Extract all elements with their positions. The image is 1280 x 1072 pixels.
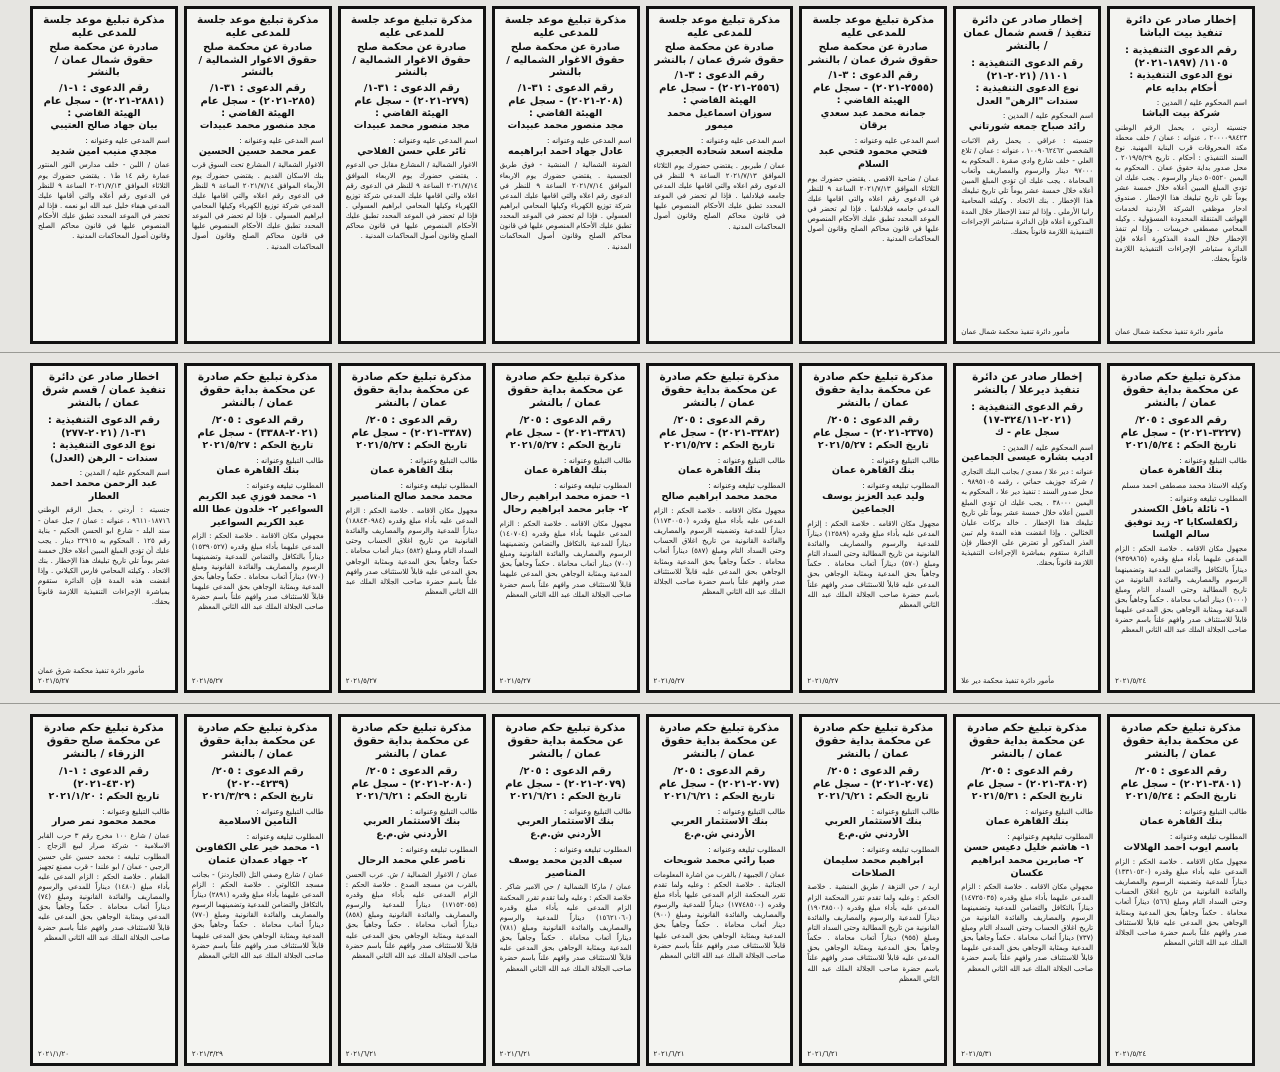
notice-title: مذكرة تبليغ حكم صادرة عن محكمة صلح حقوق الزرقاء / بالنشر [43,722,164,761]
notice-body: جنسيته : عراقي . يحمل رقم الاثبات الشخصي ١٠٠٩٠٦٢٤٦٢ ، عنوانه : عمان / تلاع العلي - خلف شارع وادي صقرة . المحكوم به ٩٧٠٠٠ دينار والرسوم والمصاريف وأتعاب المحاماة . يجب عليك ان تؤدي المبلغ المبين أعلاه خلال خمسة عشر يوماً تلي تاريخ تبليغك هذا الإخطار . بنك الاتحاد . وكيلته المحامية رانيا الأرملي . وإذا لم تنفذ الإخطار خلال المدة المذكورة أعلاه فإن الدائرة ستباشر الإجراءات التنفيذية اللازمة قانوناً بحقك. [961,136,1094,236]
party-name: بنك القاهرة عمان [1139,465,1223,477]
legal-notice [184,714,332,1066]
party-name: صبا رائي محمد شويحات [663,854,776,866]
party-label: اسم المدعى عليه وعنوانه : [854,136,940,146]
notice-body: الاغوار الشمالية / المشارع تحت السوق قرب بنك الاسكان القديم . يقتضي حضورك يوم الأربعاء الموافق ٢٠٢١/٧/١٤ الساعة ٩ للنظر في الدعوى رقم اعلاه والتي اقامها عليك المدعي شركة توزيع الكهرباء وكيلها المحامي ابراهيم العسولي . فإذا لم تحضر في الموعد المحدد تطبق عليك الأحكام المنصوص عليها في قانون محاكم الصلح وقانون أصول المحاكمات المدنية . [191,161,324,251]
notice-case-number: رقم الدعوى : ٢٠٥/ (٤٢٣٩-٢٠٢٠) [211,766,304,791]
notice-date: نوع الدعوى التنفيذية : أحكام بدايه عام [1129,70,1233,94]
notice-case-number: رقم الدعوى : ٢٠٥/ (٢٠٧٧-٢٠٢١) - سجل عام [659,766,780,791]
party-label: طالب التبليغ وعنوانه : [102,806,170,816]
notice-footer: ٢٠٢١/٥/٢٤ [1115,1049,1147,1058]
party-label: طالب التبليغ وعنوانه : [717,455,786,465]
party-label: وكيله الاستاذ محمد مصطفى احمد مسلم [1121,481,1247,491]
notice-body: عمان / الجبيهة / بالقرب من اشارة المعلومات الجنائية . خلاصة الحكم : وعليه ولما تقدم تقرر المحكمة الزام المدعى عليها بأداء مبلغ وقدره (١٧٧٤٨٥٠٠) ديناراً للمدعية والرسوم والمصاريف والفائدة القانونية ومبلغ (٩٠٠) دينار أتعاب محاماة . حكماً وجاهياً بحق المدعية وبمثابة الوجاهي بحق المدعى عليها قابلاً للاستئناف صدر وافهم علناً باسم حضرة صاحب الجلالة الملك عبد الله الثاني المعظم [653,870,786,960]
notice-date: الهيئة القاضي : [221,107,295,119]
notice-date: الهيئة القاضي : [836,95,910,107]
party-name: عبد الرحمن محمد احمد العطار [50,477,158,502]
party-name: ١- نائلة بافل الكسندر زلكفلسكايا ٢- زيد توفيق سالم الهلسا [1124,503,1238,541]
notice-court: صادرة عن محكمة صلح حقوق شمال عمان / بالنشر [49,42,159,79]
notice-title: مذكرة تبليغ حكم صادرة عن محكمة بداية حقوق عمان / بالنشر [197,722,318,761]
party-label: المطلوب تبليغه وعنوانه : [400,481,478,491]
notice-title: مذكرة تبليغ حكم صادرة عن محكمة بداية حقوق عمان / بالنشر [197,371,318,410]
notice-date: نوع الدعوى التنفيذية : سندات "الرهن" العدل [975,83,1079,107]
notice-title: مذكرة تبليغ حكم صادرة عن محكمة بداية حقوق عمان / بالنشر [1121,722,1242,761]
party-label: اسم المحكوم عليه / المدين : [1156,97,1247,107]
party-label: المطلوب تبليغه وعنوانه : [246,832,324,842]
legal-notice [646,714,794,1066]
party-label: المطلوب تبليغه وعنوانه : [862,845,940,855]
notice-title: إخطار صادر عن دائرة تنفيذ ديرعلا / بالنشر [972,371,1083,397]
notice-case-number: رقم الدعوى : ١-١/ (٤٣٠٢-٢٠٢١) [59,766,149,791]
party-label: المطلوب تبليغهم وعنوانهم : [1007,832,1094,842]
party-label: المطلوب تبليغه وعنوانه : [554,481,632,491]
party-name: محمد محمد ابراهيم صالح [661,491,778,503]
notice-date: تاريخ الحكم : ٢٠٢١/٥/٣١ [971,791,1083,803]
notice-court: صادرة عن محكمة صلح حقوق الاغوار الشمالية / بالنشر [352,42,471,79]
party-label: المطلوب تبليغه وعنوانه : [708,845,786,855]
party-name: ١- حمزه محمد ابراهيم رحال ٢- جابر محمد ابراهيم رحال [500,491,631,515]
notice-title: مذكرة تبليغ حكم صادرة عن محكمة بداية حقوق عمان / بالنشر [813,371,934,410]
notice-date: تاريخ الحكم : ٢٠٢١/١/٢٠ [48,791,160,803]
notice-date: تاريخ الحكم : ٢٠٢١/٥/٢٧ [356,440,468,452]
party-name: بنك القاهرة عمان [985,816,1069,828]
notice-date: الهيئة القاضي : [375,107,449,119]
notice-case-number: رقم الدعوى : ٢٠٥/ (٣٨٠٢-٢٠٢١) - سجل عام [966,766,1088,791]
notice-footer: ٢٠٢١/٣/٢٩ [191,1049,223,1058]
notice-case-number: رقم الدعوى التنفيذية : ١١٠١/ (٢٠٢١-٢١) [971,58,1084,83]
party-name: سيف الدين محمد يوسف المناصير [508,854,623,879]
party-name: ملجنه اسعد شحاده الجعبري [655,145,784,157]
notice-title: مذكرة تبليغ حكم صادرة عن محكمة بداية حقوق عمان / بالنشر [505,371,626,410]
notice-row [30,714,1255,1066]
party-name: ناصر علي محمد الرحال [357,854,466,866]
notice-body: عمان / ماركا الشمالية / حي الامير شاكر . خلاصة الحكم : وعليه ولما تقدم تقرر المحكمة الزام المدعى عليه بأداء مبلغ وقدره (١٥٦٢١٠٦٠) ديناراً للمدعية والرسوم والمصاريف والفائدة القانونية ومبلغ (٧٨١) ديناراً أتعاب محاماة . حكماً وجاهياً بحق المدعية وبمثابة الوجاهي بحق المدعى عليه قابلاً للاستئناف صدر وافهم علناً باسم حضرة صاحب الجلالة الملك عبد الله الثاني المعظم [499,883,632,973]
notice-title: مذكرة تبليغ موعد جلسة للمدعى عليه [350,14,473,40]
party-label: طالب التبليغ وعنوانه : [1025,806,1094,816]
notice-footer: ٢٠٢١/٥/٢٧ [807,676,839,685]
legal-notice [1107,714,1255,1066]
notice-footer: ٢٠٢١/٦/٢١ [807,1049,839,1058]
notice-title: مذكرة تبليغ حكم صادرة عن محكمة بداية حقوق عمان / بالنشر [505,722,626,761]
party-label: المطلوب تبليغه وعنوانه : [862,481,940,491]
legal-notice [492,6,640,344]
party-name: محمد محمد صالح المناصير [350,491,473,503]
notice-case-number: رقم الدعوى : ٣١-١/ (٢٧٩-٢٠٢١) - سجل عام [354,82,469,107]
notice-body: عمان / طبربور . يقتضي حضورك يوم الثلاثاء الموافق ٢٠٢١/٧/١٣ الساعة ٩ للنظر في الدعوى رقم اعلاه والتي اقامها عليك المدعي جامعه فيلادلفيا . فإذا لم تحضر في الموعد المحدد تطبق عليك الأحكام المنصوص عليها في قانون محاكم الصلح وقانون أصول المحاكمات المدنية . [653,161,786,231]
notice-body: الشونة الشمالية / المنشية - فوق طريق الجسمية . يقتضي حضورك يوم الاربعاء الموافق ٢٠٢١/٧/١٤ الساعة ٩ للنظر في الدعوى رقم اعلاه والتي اقامها عليك المدعي شركة توزيع الكهرباء وكيلها المحامي ابراهيم العسولي . فإذا لم تحضر في الموعد المحدد تطبق عليك الأحكام المنصوص عليها في قانون محاكم الصلح وقانون أصول المحاكمات المدنية . [499,161,632,251]
legal-notice [338,6,486,344]
party-name: وليد عبد العزيز يوسف الجماعين [822,491,925,515]
party-name: شركة بيت الباشا [1142,107,1220,119]
legal-notice [953,363,1101,693]
notice-date: نوع الدعوى التنفيذية : سندات - الرهن (العدل) [50,440,158,464]
notice-case-number: رقم الدعوى : ٣-١/ (٢٥٥٥-٢٠٢١) - سجل عام [813,70,934,95]
notice-court: صادرة عن محكمة صلح حقوق الاغوار الشمالية / بالنشر [198,42,318,79]
party-name: ١- محمد فوزي عبد الكريم السواعير ٢- خلدون عطا الله عبد الكريم السواعير [192,491,324,528]
legal-notice [492,363,640,693]
legal-notice [492,714,640,1066]
notice-body: مجهول مكان الاقامه . خلاصة الحكم : إلزام المدعى عليه بأداء مبلغ وقدره (١٢٥٨٩) ديناراً للمدعية والرسوم والمصاريف والفائدة القانونية من تاريخ المطالبة وحتى السداد التام ومبلغ (٥٧٠) ديناراً أتعاب محاماة . حكماً وجاهياً بحق المدعية وبمثابة الوجاهي بحق المدعى عليه قابلاً للاستئناف صدر وافهم علناً باسم حضرة صاحب الجلالة الملك عبد الله الثاني المعظم [807,519,940,609]
notice-date: تاريخ الحكم : ٢٠٢١/٥/٢٧ [202,440,314,452]
notice-title: اخطار صادر عن دائرة تنفيذ عمان / قسم شرق عمان / بالنشر [42,371,166,410]
party-name: عمر محمد حسين الحسين [198,145,317,157]
notice-footer: مأمور دائرة تنفيذ محكمة دير علا [961,676,1055,685]
notice-body: اربد / حي النزهة / طريق المنشية . خلاصة الحكم : وعليه ولما تقدم تقرر المحكمة الزام المدعى عليه بأداء مبلغ وقدره (١٩٠٣٨٥٠٠) ديناراً للمدعية والرسوم والمصاريف والفائدة القانونية من تاريخ المطالبة وحتى السداد التام ومبلغ (٩٥٥) ديناراً أتعاب محاماة . حكماً وجاهياً بحق المدعية وبمثابة الوجاهي بحق المدعى عليه قابلاً للاستئناف صدر وافهم علناً باسم حضرة صاحب الجلالة الملك عبد الله الثاني المعظم [807,883,940,983]
party-name: ابراهيم محمد سليمان الصلاحات [823,854,924,879]
legal-notice [799,6,947,344]
notice-title: مذكرة تبليغ حكم صادرة عن محكمة بداية حقوق عمان / بالنشر [967,722,1088,761]
notice-title: مذكرة تبليغ حكم صادرة عن محكمة بداية حقوق عمان / بالنشر [659,371,780,410]
notice-body: مجهول مكان الاقامه . خلاصة الحكم : الزام المدعى عليه بأداء مبلغ وقدره (١٨٨٤٣٠٩٨٤) ديناراً للمدعية والرسوم والمصاريف والفائدة القانونية من تاريخ اغلاق الحساب وحتى السداد التام ومبلغ (٥٨٢) دينار أتعاب محاماة . حكماً وجاهياً بحق المدعية وبمثابة الوجاهي بحق المدعى عليه قابلاً للاستئناف صدر وافهم علناً باسم حضرة صاحب الجلالة الملك عبد الله الثاني المعظم [345,506,478,596]
notice-body: عمان / شارع وصفي التل (الجاردنز) - بجانب مسجد الكالوتي . خلاصة الحكم : الزام المدعى عليهما بأداء مبلغ وقدره (٢٨٩١) ديناراً بالتكافل والتضامن للمدعية وتضمينهما الرسوم والمصاريف والفائدة القانونية ومبلغ (٧٧٠) ديناراً أتعاب محاماة . حكماً وجاهياً بحق المدعية وبمثابة الوجاهي بحق المدعى عليهما قابلاً للاستئناف صدر وافهم علناً باسم حضرة صاحب الجلالة الملك عبد الله الثاني المعظم [191,870,324,960]
party-name: مجد منصور محمد عبيدات [507,120,624,132]
notice-title: إخطار صادر عن دائرة تنفيذ بيت الباشا [1125,14,1237,40]
notice-case-number: رقم الدعوى : ٣-١/ (٢٥٥٦-٢٠٢١) - سجل عام [659,70,780,95]
party-label: طالب التبليغ وعنوانه : [256,455,324,465]
notice-court: صادرة عن محكمة صلح حقوق الاغوار الشماليه / بالنشر [506,42,625,79]
notice-body: عمان / شارع ١٠٠ مخرج رقم ٣ حرب القابر الاسلامية - شركة صرار لبيع الزجاج . المطلوب تبليغه : محمد حسين علي حسين الرجبي - عمان / ابو علندا - قرب مصنع تجهيز الطعام . خلاصة الحكم : الزام المدعى عليه بأداء مبلغ (١٤٨٠) ديناراً للمدعي والرسوم والمصاريف والفائدة القانونية ومبلغ (٧٤) ديناراً أتعاب محاماة . حكماً وجاهياً بحق المدعي وبمثابة الوجاهي بحق المدعى عليه قابلاً للاستئناف صدر وافهم علناً باسم حضرة صاحب الجلالة الملك عبد الله الثاني المعظم [38,832,170,942]
party-label: طالب التبليغ وعنوانه : [409,806,478,816]
notice-body: مجهول مكان الاقامه . خلاصة الحكم : الزام المدعى عليهما بأداء مبلغ وقدره (١٤٠٧٠٤) ديناراً للمدعية بالتكافل والتضامن وتضمينهما الرسوم والمصاريف والفائدة القانونية ومبلغ (٧٠٠) دينار أتعاب محاماة . حكماً وجاهياً بحق المدعية وبمثابة الوجاهي بحق المدعى عليهما قابلاً للاستئناف صدر وافهم علناً باسم حضرة صاحب الجلالة الملك عبد الله الثاني المعظم [499,519,632,599]
notice-body: مجهولي مكان الاقامه . خلاصة الحكم : الزام المدعى عليهما بأداء مبلغ وقدره (١٤٧٢٥٠٣٥) ديناراً بالتكافل والتضامن للمدعية وتضمينهما الرسوم والمصاريف والفائدة القانونية من تاريخ اغلاق الحساب وحتى السداد التام ومبلغ (٧٣٧) ديناراً أتعاب محاماة . حكماً وجاهياً بحق المدعية وبمثابة الوجاهي بحق المدعى عليهما قابلاً للاستئناف صدر وافهم علناً باسم حضرة صاحب الجلالة الملك عبد الله الثاني المعظم [961,883,1094,973]
party-label: المطلوب تبليغه وعنوانه : [400,845,478,855]
party-name: رائد صباح جمعه شورتاني [968,120,1086,132]
party-name: بنك القاهرة عمان [678,465,761,477]
notice-title: مذكرة تبليغ موعد جلسة للمدعى عليه [658,14,781,40]
notice-body: مجهول مكان الاقامه . خلاصة الحكم : الزام المدعى عليهما بأداء مبلغ وقدره (٩٣٥٩٨٦٥) ديناراً بالتكافل والتضامن للمدعية وتضمينهما الرسوم والمصاريف والفائدة القانونية من تاريخ المطالبة وحتى السداد التام ومبلغ (١٠٠٠) دينار أتعاب محاماة . حكماً وجاهياً بحق المدعية وبمثابة الوجاهي بحق المدعى عليهما قابلاً للاستئناف صدر وافهم علناً باسم حضرة صاحب الجلالة الملك عبد الله الثاني المعظم [1115,545,1247,635]
party-label: طالب التبليغ وعنوانه : [256,806,324,816]
party-label: اسم المدعى عليه وعنوانه : [239,135,324,145]
notice-title: مذكرة تبليغ حكم صادرة عن محكمة بداية حقوق عمان / بالنشر [351,722,472,761]
party-name: جمانه محمد عبد سعدي برقان [820,107,926,132]
notice-date: الهيئة القاضي : [67,107,141,119]
notice-date: تاريخ الحكم : ٢٠٢١/٦/٢١ [510,791,622,803]
notice-body: عمان / اللبن - خلف مدارس النور المنتور عمارة رقم ١٤ ط١ . يقتضي حضورك يوم الثلاثاء الموافق ٢٠٢١/٧/١٣ الساعة ٩ للنظر في الدعوى رقم أعلاه والتي أقامها عليك المدعي هيفاء خليل عبد الله ابو نعمه . فإذا لم تحضر في الموعد المحدد تطبق عليك الأحكام المنصوص عليها في قانون محاكم الصلح وقانون أصول المحاكمات المدنية . [38,161,170,241]
notice-title: مذكرة تبليغ حكم صادرة عن محكمة بداية حقوق عمان / بالنشر [1121,371,1242,410]
notice-body: الاغوار الشمالية / المشارع مقابل حي الدعوم . يقتضي حضورك يوم الاربعاء الموافق ٢٠٢١/٧/١٤ الساعة ٩ للنظر في الدعوى رقم اعلاه والتي اقامها عليك المدعي شركة توزيع الكهرباء وكيلها المحامي ابراهيم العسولي . فإذا لم تحضر في الموعد المحدد تطبق عليك الأحكام المنصوص عليها في قانون محاكم الصلح وقانون أصول المحاكمات المدنية . [345,161,478,241]
notice-body: عنوانه : دير علا / معدي / بجانب البنك التجاري / شركة جوزيف حماتي ، رقمه ٩٨٩٥١٠٥ . محل صدور السند : تنفيذ دير علا ، المحكوم به اليمين ٣٨٠٠٠ . يجب عليك ان تؤدي المبلغ المبين أعلاه خلال خمسة عشر يوماً تلي تاريخ تبليغك هذا الإخطار . خالد بركات عليان الخثالين . وإذا انقضت هذه المدة ولم تبين العذر المذكور أو تعترض على الإخطار فإن الدائرة ستقوم بمباشرة الإجراءات التنفيذية اللازمة قانوناً بحقك. [961,468,1094,568]
notice-title: مذكرة تبليغ موعد جلسة للمدعى عليه [197,14,319,40]
party-name: ١- محمد خير علي الكفاوين ٢- جهاد عمدان عثمان [195,842,321,866]
notice-footer: ٢٠٢١/٦/٢١ [345,1049,377,1058]
notice-case-number: رقم الدعوى : ٢٠٥/ (٣٣٨٧-٢٠٢١) - سجل عام [351,415,472,440]
notice-case-number: رقم الدعوى : ٢٠٥/ (٣٣٨٢-٢٠٢١) - سجل عام [659,415,780,440]
notice-date: تاريخ الحكم : ٢٠٢١/٦/٢١ [663,791,775,803]
party-name: فتحي محمود فتحي عبد السلام [818,145,928,170]
notice-title: مذكرة تبليغ موعد جلسة للمدعى عليه [812,14,935,40]
notice-date: تاريخ الحكم : ٢٠٢١/٦/٢١ [356,791,468,803]
notice-date: تاريخ الحكم : ٢٠٢١/٥/٢٧ [510,440,622,452]
party-name: بنك القاهرة عمان [1139,816,1223,828]
party-name: بنك الاستثمار العربي الأردني ش.م.ع [517,816,615,841]
notice-case-number: رقم الدعوى : ٢٠٥/ (٣٢٢٧-٢٠٢١) - سجل عام [1120,415,1242,440]
party-label: المطلوب تبليغه وعنوانه : [246,481,324,491]
party-name: بنك الاستثمار العربي الأردني ش.م.ع [824,816,922,841]
party-label: اسم المدعى عليه وعنوانه : [85,135,170,145]
notice-case-number: رقم الدعوى : ٢٠٥/ (٢٠٧٤-٢٠٢١) - سجل عام [813,766,934,791]
party-name: التامين الاسلامية [218,816,297,828]
notice-date: تاريخ الحكم : ٢٠٢١/٥/٢٧ [817,440,929,452]
notice-case-number: رقم الدعوى : ١-١/ (٢٨٨١-٢٠٢١) - سجل عام [43,82,165,107]
notice-title: مذكرة تبليغ موعد جلسة للمدعى عليه [43,14,165,40]
notice-title: مذكرة تبليغ حكم صادرة عن محكمة بداية حقوق عمان / بالنشر [351,371,472,410]
legal-notice [799,714,947,1066]
notice-footer: ٢٠٢١/١/٢٠ [38,1049,70,1058]
legal-notice [184,363,332,693]
notice-body: عمان / ضاحية الاقصى . يقتضي حضورك يوم الثلاثاء الموافق ٢٠٢١/٧/١٣ الساعة ٩ للنظر في الدعوى رقم اعلاه والتي اقامها عليك المدعي جامعه فيلادلفيا . فإذا لم تحضر في الموعد المحدد تطبق عليك الأحكام المنصوص عليها في قانون محاكم الصلح وقانون أصول المحاكمات المدنية . [807,174,940,244]
notice-case-number: رقم الدعوى : ٢٠٥/ (٢٠٢١-٣٣٨٨) - سجل عام [197,415,319,440]
legal-notice [1107,6,1255,344]
party-name: مجدي منيب امين شديد [50,145,157,157]
party-label: المطلوب تبليغه وعنوانه : [1169,494,1247,504]
party-name: مجد منصور محمد عبيدات [353,120,470,132]
notice-date: تاريخ الحكم : ٢٠٢١/٦/٢١ [817,791,929,803]
party-name: باسم ايوب احمد الهلالات [1123,842,1239,854]
notice-case-number: رقم الدعوى : ٢٠٥/ (٢٠٨٠-٢٠٢١) - سجل عام [351,766,472,791]
party-label: اسم المدعى عليه وعنوانه : [393,135,478,145]
notice-title: مذكرة تبليغ حكم صادرة عن محكمة بداية حقوق عمان / بالنشر [813,722,934,761]
party-label: المطلوب تبليغه وعنوانه : [554,845,632,855]
notice-footer: ٢٠٢١/٥/٢٤ [1115,676,1147,685]
party-label: طالب التبليغ وعنوانه : [871,806,940,816]
party-name: ثائر علي حسن الفلاحي [357,145,467,157]
party-label: طالب التبليغ وعنوانه : [717,806,786,816]
legal-notice [338,714,486,1066]
legal-notice [30,714,178,1066]
party-label: طالب التبليغ وعنوانه : [409,455,478,465]
party-name: بنك القاهرة عمان [524,465,607,477]
notice-footer: مأمور دائرة تنفيذ محكمة شمال عمان [961,327,1070,336]
notice-footer: ٢٠٢١/٥/٢٧ [191,676,223,685]
party-label: طالب التبليغ وعنوانه : [563,455,632,465]
notice-footer: ٢٠٢١/٥/٣١ [961,1049,993,1058]
row-divider [0,352,1280,353]
notice-title: مذكرة تبليغ حكم صادرة عن محكمة بداية حقوق عمان / بالنشر [659,722,780,761]
notice-body: عمان / الاغوار الشمالية / ش. عرب الحسن بالقرب من مسجد الصدع . خلاصة الحكم : الزام المدعى عليه بأداء مبلغ وقدره (١٧١٥٣٠٥٥) ديناراً للمدعية والرسوم والمصاريف والفائدة القانونية ومبلغ (٨٥٨) ديناراً أتعاب محاماة . حكماً وجاهياً بحق المدعية وبمثابة الوجاهي بحق المدعى عليه قابلاً للاستئناف صدر وافهم علناً باسم حضرة صاحب الجلالة الملك عبد الله الثاني المعظم [345,870,478,960]
party-name: محمد محمود نمر صرار [51,816,156,828]
notice-title: مذكرة تبليغ موعد جلسة للمدعى عليه [504,14,627,40]
notice-row [30,363,1255,693]
notice-footer: ٢٠٢١/٦/٢١ [499,1049,531,1058]
party-label: طالب التبليغ وعنوانه : [1179,455,1247,465]
notice-date: تاريخ الحكم : ٢٠٢١/٥/٢٤ [1125,440,1237,452]
party-label: المطلوب تبليغه وعنوانه : [1169,832,1247,842]
legal-notice [953,714,1101,1066]
party-name: مجد منصور محمد عبيدات [199,120,316,132]
notice-case-number: رقم الدعوى : ٣١-١/ (٢٨٥-٢٠٢١) - سجل عام [200,82,316,107]
notice-case-number: رقم الدعوى التنفيذية : ٣١-١/ (٢٠٢١-٢٧٧) [47,415,160,440]
notice-date: الهيئة القاضي : [529,107,603,119]
party-label: طالب التبليغ وعنوانه : [871,455,940,465]
notice-body: مجهولي مكان الاقامة . خلاصة الحكم : الزام المدعى عليهما بأداء مبلغ وقدره (١٥٣٩٠٥٢٧) ديناراً بالتكافل والتضامن للمدعية وتضمينهما الرسوم والمصاريف والفائدة القانونية ومبلغ (٧٧٠) ديناراً أتعاب محاماة . حكماً وجاهياً بحق المدعية وبمثابة الوجاهي بحق المدعى عليهما قابلاً للاستئناف صدر وافهم علناً باسم حضرة صاحب الجلالة الملك عبد الله الثاني المعظم [191,532,324,612]
party-name: بنك الاستثمار العربي الأردني ش.م.ع [363,816,461,841]
notice-footer: مأمور دائرة تنفيذ محكمة شرق عمان ٢٠٢١/٥/٢٧ [38,667,145,685]
notice-case-number: رقم الدعوى التنفيذية : (٢٠٢١-٣٢٤/١١-١٧) [971,402,1084,427]
legal-notice [30,363,178,693]
notice-case-number: رقم الدعوى : ٢٠٥/ (٢٠٧٩-٢٠٢١) - سجل عام [505,766,626,791]
notice-body: مجهول مكان الاقامه . خلاصة الحكم : الزام المدعى عليه بأداء مبلغ وقدره (١١٧٣٠٠٥٠) ديناراً للمدعية وتضمينه الرسوم والمصاريف والفائدة القانونية من تاريخ اغلاق الحساب وحتى السداد التام ومبلغ (٥٨٧) ديناراً أتعاب محاماة . حكماً وجاهياً بحق المدعية وبمثابة الوجاهي بحق المدعى عليه قابلاً للاستئناف صدر وافهم علناً باسم حضرة صاحب الجلالة الملك عبد الله الثاني المعظم [653,506,786,596]
party-label: اسم المحكوم عليه / المدين : [1002,111,1094,121]
legal-notice [646,6,794,344]
party-name: اديب بشاره عيسى الجماعين [961,452,1094,464]
party-label: اسم المدعى عليه وعنوانه : [547,135,632,145]
party-label: اسم المحكوم عليه / المدين : [79,468,170,478]
notice-footer: مأمور دائرة تنفيذ محكمة شمال عمان [1115,327,1224,336]
notice-date: تاريخ الحكم : ٢٠٢١/٣/٢٩ [202,791,314,803]
party-label: طالب التبليغ وعنوانه : [1179,806,1247,816]
notice-body: جنسيته أردني ، يحمل الرقم الوطني ٢٠٠٠٠٩٨٤٢٣ ، عنوانه : عمان / خلف محطة مكة المحروقات قرب البناية المهنية. نوع السند التنفيذي : أحكام . تاريخ ٢٠١٩/٥/٢٩ ، محل صدور بداية حقوق عمان . المحكوم به اليمين ٥٠٥٥٢٠ دينار والرسوم . يجب عليك ان تؤدي المبلغ المبين أعلاه خلال خمسة عشر يوماً تلي تاريخ تبليغك هذا الإخطار . صندوق ادخار موظفي الشركة الأردنية لخدمات الهواتف المتنقلة المحدودة المسؤولية . وكيله المحامي مصطفى خريسات . وإذا لم تنفذ الإخطار خلال المدة المذكورة أعلاه فإن الدائرة ستباشر الإجراءات التنفيذية اللازمة قانوناً بحقك. [1115,123,1248,264]
notice-date: سجل عام - ك [995,427,1060,439]
notice-row [30,6,1255,344]
legal-notice [646,363,794,693]
notice-court: صادرة عن محكمة صلح حقوق شرق عمان / بالنشر [808,42,939,66]
notice-date: تاريخ الحكم : ٢٠٢١/٥/٢٤ [1125,791,1237,803]
notice-date: تاريخ الحكم : ٢٠٢١/٥/٢٧ [663,440,775,452]
notice-date: الهيئة القاضي : [682,95,756,107]
party-name: ١- هاشم خليل دعيس حسن ٢- صابرين محمد ابراهيم عكسان [963,842,1091,879]
notice-body: جنسيته : أردني ، يحمل الرقم الوطني ٩٦١١٠١٨٧١٦ ، عنوانه : عمان / جبل عمان - سند البلد - شارع ابو الحسن الحكيم - بناية رقم ١٢٥ . المحكوم به ٢٢٩١٥ دينار . يجب عليك أن تؤدي المبلغ المبين أعلاه خلال خمسة عشر يوماً تلي تاريخ تبليغك هذا الإخطار . بنك الاتحاد . وكيلته المحامي فارس الكيلاني . وإذا انقضت هذه المدة فإن الدائرة ستقوم بمباشرة الإجراءات التنفيذية اللازمة قانوناً بحقك. [38,506,170,606]
legal-notice [799,363,947,693]
party-label: طالب التبليغ وعنوانه : [563,806,632,816]
legal-notice [184,6,332,344]
party-label: اسم المحكوم عليه / المدين : [1002,442,1094,452]
notice-footer: ٢٠٢١/٥/٢٧ [653,676,685,685]
notice-footer: ٢٠٢١/٦/٢١ [653,1049,685,1058]
notice-case-number: رقم الدعوى : ٢٠٥/ (٣٣٨٦-٢٠٢١) - سجل عام [505,415,626,440]
party-name: بنك الاستثمار العربي الأردني ش.م.ع [670,816,768,841]
notice-case-number: رقم الدعوى التنفيذية : ١١٠٥/ (١٨٩٧-٢٠٢١) [1125,45,1238,70]
notice-case-number: رقم الدعوى : ٢٠٥/ (٣٨٠١-٢٠٢١) - سجل عام [1120,766,1242,791]
notice-case-number: رقم الدعوى : ٢٠٥/ (٢٣٧٥-٢٠٢١) - سجل عام [813,415,934,440]
legal-notice [1107,363,1255,693]
notice-court: صادرة عن محكمة صلح حقوق شرق عمان / بالنشر [654,42,785,66]
party-name: عادل جهاد احمد ابراهيمه [507,145,624,157]
row-divider [0,703,1280,704]
notice-title: إخطار صادر عن دائرة تنفيذ / قسم شمال عمان / بالنشر [963,14,1092,53]
notice-body: مجهول مكان الاقامه . خلاصة الحكم : الزام المدعى عليه بأداء مبلغ وقدره (١٣٣١٠٥٢٠) ديناراً للمدعية وتضمينه الرسوم والمصاريف والفائدة القانونية من تاريخ اغلاق الحساب وحتى السداد التام ومبلغ (٥٦٦) ديناراً أتعاب محاماة . حكماً وجاهياً بحق المدعية وبمثابة الوجاهي بحق المدعى عليه قابلاً للاستئناف صدر وافهم علناً باسم حضرة صاحب الجلالة الملك عبد الله الثاني المعظم [1115,857,1247,947]
party-label: اسم المدعى عليه وعنوانه : [700,136,786,146]
notice-footer: ٢٠٢١/٥/٢٧ [345,676,377,685]
party-label: المطلوب تبليغه وعنوانه : [708,481,786,491]
party-name: بنك القاهرة عمان [370,465,454,477]
notice-case-number: رقم الدعوى : ٣١-١/ (٢٠٨-٢٠٢١) - سجل عام [508,82,623,107]
party-name: بنك القاهرة عمان [831,465,915,477]
party-name: سوزان اسماعيل محمد ميمور [667,107,772,132]
notice-footer: ٢٠٢١/٥/٢٧ [499,676,531,685]
party-name: بنك القاهرة عمان [216,465,300,477]
party-name: بيان جهاد صالح العتيبي [50,120,158,132]
legal-notice [338,363,486,693]
legal-notice [953,6,1101,344]
legal-notice [30,6,178,344]
